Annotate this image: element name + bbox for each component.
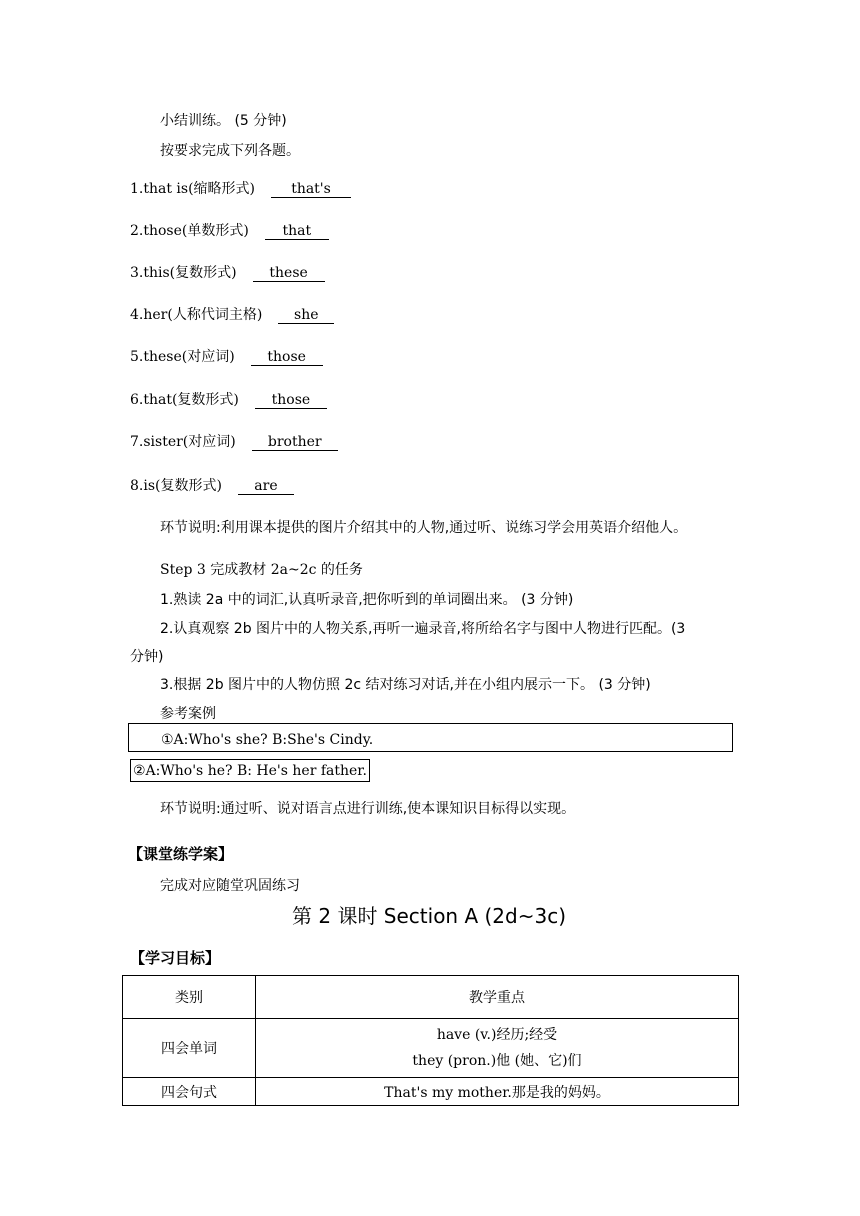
row-content-sentences: That's my mother.那是我的妈妈。	[256, 1078, 739, 1106]
exercise-prompt: 6.that(复数形式)	[130, 392, 239, 408]
row-content-words	[256, 1019, 739, 1078]
reference-label: 参考案例	[160, 706, 216, 722]
exercise-answer: these	[253, 265, 325, 282]
exercise-prompt: 7.sister(对应词)	[130, 434, 236, 450]
exercise-prompt: 3.this(复数形式)	[130, 265, 237, 281]
exercise-prompt: 8.is(复数形式)	[130, 478, 222, 494]
table-header-category: 类别	[123, 976, 256, 1019]
table-row	[123, 1078, 739, 1106]
step3-item-1: 1.熟读 2a 中的词汇,认真听录音,把你听到的单词圈出来。 (3 分钟)	[160, 592, 574, 608]
exercise-item	[130, 391, 327, 409]
summary-instruction: 按要求完成下列各题。	[160, 143, 300, 159]
step3-item-2-cont: 分钟)	[130, 649, 164, 665]
exercise-prompt: 5.these(对应词)	[130, 349, 235, 365]
step3-title: Step 3 完成教材 2a~2c 的任务	[160, 562, 363, 578]
exercise-answer: those	[251, 349, 323, 366]
step3-item-2: 2.认真观察 2b 图片中的人物关系,再听一遍录音,将所给名字与图中人物进行匹配。(3	[160, 621, 686, 637]
section-note: 环节说明:利用课本提供的图片介绍其中的人物,通过听、说练习学会用英语介绍他人。	[160, 520, 688, 536]
objectives-table	[122, 975, 739, 1106]
exercise-answer: those	[255, 392, 327, 409]
exercise-answer: that	[265, 223, 329, 240]
summary-heading: 小结训练。 (5 分钟)	[160, 113, 287, 129]
objectives-heading: 【学习目标】	[130, 949, 221, 967]
exercise-prompt: 2.those(单数形式)	[130, 223, 249, 239]
lesson-title: 第 2 课时 Section A (2d~3c)	[292, 904, 567, 928]
exercise-item	[130, 222, 329, 240]
exercise-answer: are	[238, 478, 294, 495]
classroom-text: 完成对应随堂巩固练习	[160, 878, 300, 894]
row-label-sentences: 四会句式	[123, 1078, 256, 1106]
exercise-item	[130, 306, 334, 324]
exercise-answer: she	[278, 307, 334, 324]
exercise-item	[130, 477, 294, 495]
table-header-focus: 教学重点	[256, 976, 739, 1019]
vocab-item: they (pron.)他 (她、它)们	[412, 1053, 582, 1069]
exercise-item	[130, 180, 351, 198]
example-dialog-1: ①A:Who's she? B:She's Cindy.	[128, 723, 733, 752]
vocab-item: have (v.)经历;经受	[436, 1027, 558, 1043]
example-dialog-2: ②A:Who's he? B: He's her father.	[130, 759, 370, 782]
exercise-prompt: 1.that is(缩略形式)	[130, 181, 256, 197]
exercise-item	[130, 348, 323, 366]
exercise-answer: that's	[271, 181, 351, 198]
table-header-row	[123, 976, 739, 1019]
exercise-answer: brother	[252, 434, 338, 451]
section-note: 环节说明:通过听、说对语言点进行训练,使本课知识目标得以实现。	[160, 801, 576, 817]
exercise-prompt: 4.her(人称代词主格)	[130, 307, 263, 323]
table-row	[123, 1019, 739, 1078]
exercise-item	[130, 264, 325, 282]
classroom-heading: 【课堂练学案】	[128, 845, 234, 863]
row-label-words: 四会单词	[123, 1019, 256, 1078]
step3-item-3: 3.根据 2b 图片中的人物仿照 2c 结对练习对话,并在小组内展示一下。 (3 分钟)	[160, 677, 651, 693]
exercise-item	[130, 433, 338, 451]
